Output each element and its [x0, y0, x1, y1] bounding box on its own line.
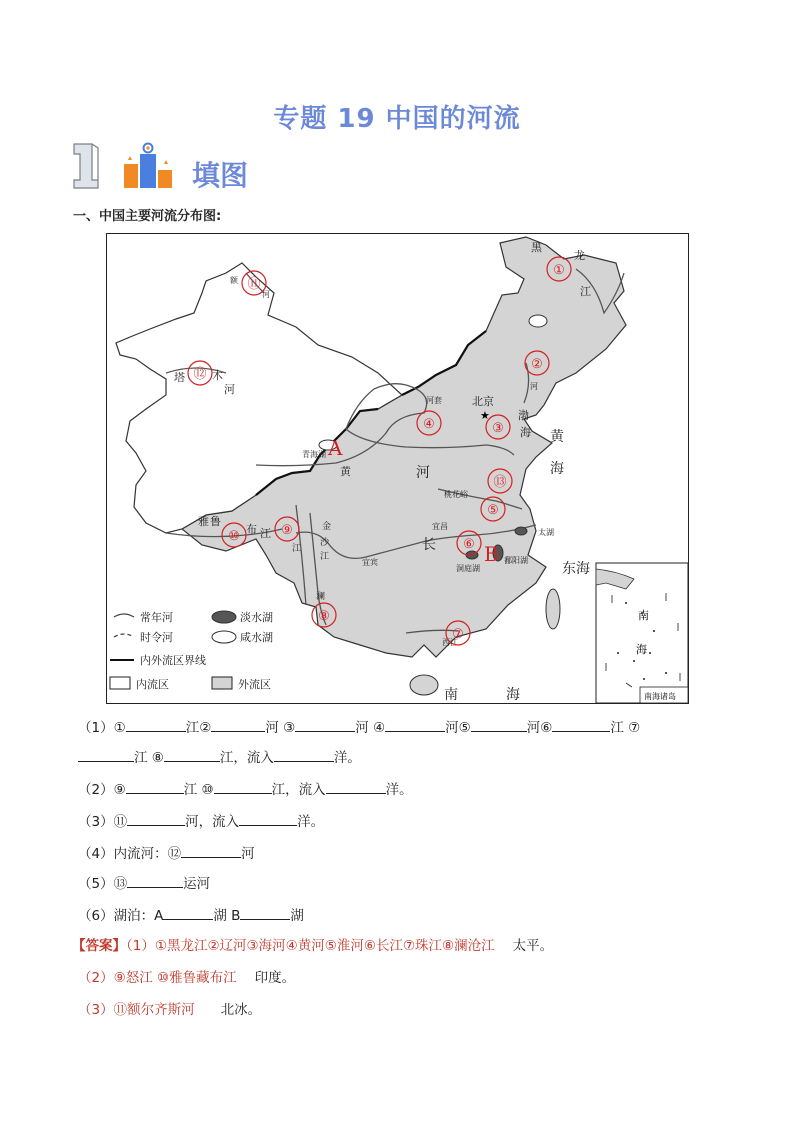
map-label-heilong-3: 江	[580, 285, 591, 298]
q3-text-b: 洋。	[297, 814, 325, 830]
map-label-yellow-he: 河	[416, 465, 430, 481]
q6-blank-1[interactable]	[163, 907, 213, 920]
map-label-nanhai-2: 海	[506, 687, 520, 703]
podium-trophy-icon	[120, 142, 184, 190]
question-heading: 一、中国主要河流分布图:	[73, 209, 222, 224]
map-label-yarlung-5: 江	[260, 527, 271, 540]
q1-blank-5[interactable]	[471, 719, 527, 732]
marker-num-9: ⑨	[281, 523, 293, 538]
q1-text-c: 河 ④	[355, 720, 386, 736]
south-china-sea-inset	[596, 563, 688, 703]
answer-line-3	[78, 998, 261, 1018]
q4-text-a: 河	[241, 846, 255, 862]
q1-text-d: 河⑤	[445, 720, 471, 736]
question-1-line-2	[78, 746, 361, 766]
section-number-icon	[70, 140, 104, 190]
answer-3-text: ⑪额尔齐斯河	[113, 1002, 195, 1018]
map-label-jinsha-2: 沙	[320, 538, 330, 548]
q2-text-a: 江 ⑩	[183, 782, 214, 798]
answer-2-prefix: （2）	[78, 970, 114, 986]
q1-blank-7[interactable]	[78, 749, 134, 762]
map-label-heilong-1: 黑	[531, 241, 542, 254]
marker-num-7: ⑦	[452, 627, 464, 642]
answer-tag: 【答案】	[72, 938, 126, 954]
inset-label-hai: 海	[636, 643, 647, 656]
q2-blank-3[interactable]	[326, 781, 386, 794]
q1-blank-6[interactable]	[552, 719, 610, 732]
answer-3-tail: 北冰。	[220, 1002, 262, 1018]
map-label-irtysh-1: 额	[230, 276, 238, 285]
map-label-bohai-2: 海	[520, 426, 531, 439]
q6-text-a: 湖 B	[213, 908, 241, 924]
map-label-lancang: 澜	[316, 592, 326, 602]
map-label-poyanghu: 鄱阳湖	[504, 556, 528, 565]
map-label-irtysh-2: 河	[262, 290, 270, 299]
legend-boundary: 内外流区界线	[140, 654, 206, 667]
map-label-taohuayu: 桃花峪	[444, 490, 468, 499]
legend-perennial: 常年河	[140, 611, 173, 624]
legend-outflow: 外流区	[238, 678, 271, 691]
q2-prefix: （2）⑨	[78, 782, 126, 798]
q3-blank-1[interactable]	[127, 813, 185, 826]
answer-1-tail: 太平。	[512, 938, 554, 954]
marker-num-4: ④	[423, 417, 435, 432]
map-label-jinsha-1: 金	[322, 522, 332, 532]
q1-blank-2[interactable]	[211, 719, 265, 732]
map-label-tarim-3: 木	[212, 369, 223, 382]
map-label-huanghai-1: 黄	[550, 429, 564, 445]
map-label-qinghaihu: 青海湖	[302, 450, 326, 459]
marker-num-6: ⑥	[463, 537, 475, 552]
question-5	[78, 872, 210, 892]
answer-2-text: ⑨怒江 ⑩雅鲁藏布江	[113, 970, 237, 986]
map-label-nujiang: 江	[292, 544, 302, 554]
q6-text-b: 湖	[290, 908, 304, 924]
inset-label-nan: 南	[638, 609, 649, 622]
map-label-liaohe: 河	[530, 382, 538, 391]
map-label-huanghai-2: 海	[550, 461, 564, 477]
marker-num-8: ⑧	[318, 609, 330, 624]
answer-1-prefix: （1）	[126, 938, 155, 954]
q5-text-a: 运河	[183, 876, 211, 892]
q1-text-e: 河⑥	[526, 720, 553, 736]
q4-prefix: （4）内流河：⑫	[78, 846, 182, 862]
q1-prefix: （1）①	[78, 720, 126, 736]
question-4	[78, 842, 255, 862]
marker-num-11: ⑪	[247, 277, 261, 292]
legend-seasonal: 时令河	[140, 631, 173, 644]
legend-saltwater: 咸水湖	[240, 631, 273, 644]
q3-blank-2[interactable]	[239, 813, 297, 826]
question-1-line-1	[78, 716, 640, 736]
marker-num-5: ⑤	[487, 503, 499, 518]
taihu-lake	[515, 527, 527, 535]
marker-num-3: ③	[492, 421, 504, 436]
q1-blank-9[interactable]	[274, 749, 334, 762]
hainan-island	[410, 675, 438, 695]
q5-prefix: （5）⑬	[78, 876, 128, 892]
q1-text-a: 江②	[185, 720, 212, 736]
q1-blank-8[interactable]	[164, 749, 220, 762]
section-header	[70, 138, 330, 194]
hulun-lake	[529, 315, 547, 327]
marker-num-1: ①	[553, 263, 565, 278]
china-rivers-map	[106, 233, 689, 704]
q2-blank-2[interactable]	[214, 781, 272, 794]
map-label-nanhai-1: 南	[444, 687, 458, 703]
q2-text-c: 洋。	[385, 782, 413, 798]
q4-blank-1[interactable]	[181, 845, 241, 858]
map-label-heilong-2: 龙	[574, 249, 585, 262]
answer-line-2	[78, 966, 295, 986]
taiwan-island	[546, 589, 560, 629]
q1-blank-4[interactable]	[385, 719, 445, 732]
section-label: 填图	[192, 159, 249, 192]
answer-line-1	[72, 934, 553, 954]
map-label-chang: 长	[422, 537, 436, 553]
marker-num-10: ⑩	[228, 529, 240, 544]
q1b-text-a: 江 ⑧	[134, 750, 164, 766]
q2-text-b: 江，流入	[271, 782, 326, 798]
map-label-yarlung-1: 雅	[198, 515, 209, 528]
map-label-tarim-1: 塔	[174, 371, 185, 384]
marker-num-2: ②	[531, 357, 543, 372]
question-2	[78, 778, 413, 798]
map-label-yarlung-4: 布	[246, 523, 257, 536]
map-label-yibin: 宜宾	[362, 558, 378, 567]
question-3	[78, 810, 324, 830]
map-label-point-a: A	[328, 436, 343, 460]
marker-num-13: ⑬	[493, 475, 507, 490]
map-label-yarlung-2: 鲁	[210, 515, 221, 528]
map-label-yellow-huang: 黄	[340, 465, 351, 478]
q6-prefix: （6）湖泊：A	[78, 908, 164, 924]
q5-blank-1[interactable]	[127, 875, 183, 888]
beijing-star-icon: ★	[480, 409, 490, 422]
answer-1-text: ①黑龙江②辽河③海河④黄河⑤淮河⑥长江⑦珠江⑧澜沧江	[154, 938, 495, 954]
marker-num-12: ⑫	[193, 367, 207, 382]
q1-blank-1[interactable]	[126, 719, 186, 732]
q1-text-f: 江 ⑦	[610, 720, 641, 736]
inset-caption: 南海诸岛	[644, 692, 676, 701]
map-label-yichang: 宜昌	[432, 522, 448, 531]
map-label-xijiang: 西江	[442, 638, 458, 647]
map-label-beijing: 北京	[472, 395, 494, 408]
map-label-taihu: 太湖	[538, 528, 554, 537]
map-label-dongtinghu: 洞庭湖	[456, 564, 480, 573]
q6-blank-2[interactable]	[240, 907, 290, 920]
answer-3-prefix: （3）	[78, 1002, 114, 1018]
map-label-hetao: 河套	[426, 396, 442, 405]
map-label-point-b: B	[484, 542, 499, 566]
map-label-bohai-1: 渤	[518, 409, 529, 422]
map-label-jinsha-3: 江	[320, 552, 330, 562]
q2-blank-1[interactable]	[126, 781, 184, 794]
q3-prefix: （3）⑪	[78, 814, 128, 830]
map-label-tarim-4: 河	[224, 383, 235, 396]
legend-inland: 内流区	[136, 678, 169, 691]
q3-text-a: 河，流入	[185, 814, 240, 830]
q1-text-b: 河 ③	[265, 720, 296, 736]
answer-2-tail: 印度。	[254, 970, 296, 986]
page-title: 专题 19 中国的河流	[273, 104, 521, 134]
map-label-donghai: 东海	[562, 561, 590, 577]
question-6	[78, 904, 304, 924]
q1b-text-c: 洋。	[333, 750, 361, 766]
q1b-text-b: 江，流入	[219, 750, 274, 766]
legend-freshwater: 淡水湖	[240, 611, 273, 624]
q1-blank-3[interactable]	[295, 719, 355, 732]
